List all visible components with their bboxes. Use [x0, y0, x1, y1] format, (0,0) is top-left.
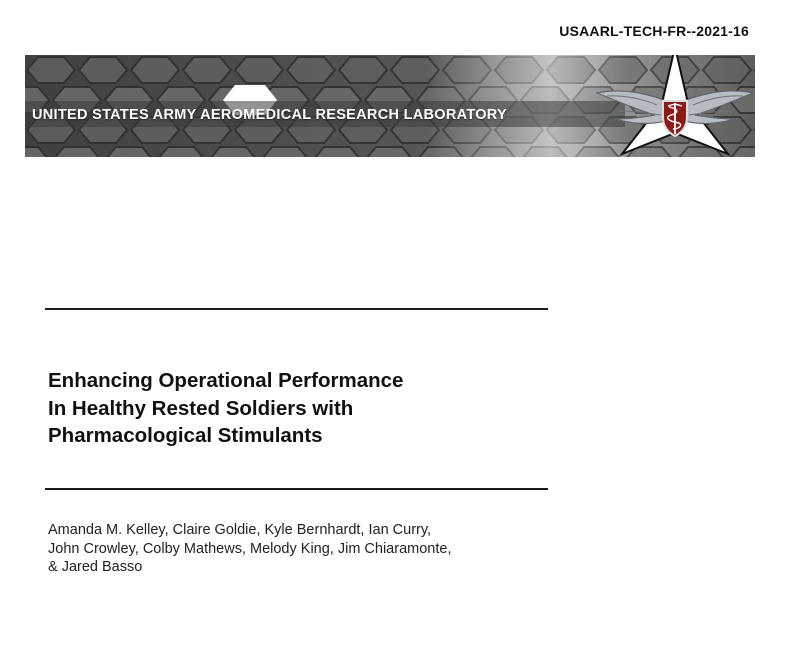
- title-line: Enhancing Operational Performance: [48, 369, 404, 392]
- author-line: & Jared Basso: [48, 559, 143, 575]
- organization-name: UNITED STATES ARMY AEROMEDICAL RESEARCH LABORATORY: [32, 107, 507, 123]
- report-title: [48, 367, 528, 450]
- author-line: John Crowley, Colby Mathews, Melody King, Jim Chiaramonte,: [48, 540, 452, 557]
- title-line: In Healthy Rested Soldiers with: [48, 396, 354, 420]
- header-banner: [25, 55, 755, 157]
- bottom-divider: [45, 488, 548, 490]
- report-number: USAARL-TECH-FR--2021-16: [559, 23, 749, 39]
- title-line: Pharmacological Stimulants: [48, 424, 323, 447]
- author-list: [48, 521, 548, 577]
- top-divider: [45, 308, 548, 310]
- star-wings-caduceus-icon: [595, 55, 755, 157]
- author-line: Amanda M. Kelley, Claire Goldie, Kyle Bernhardt, Ian Curry,: [48, 522, 432, 538]
